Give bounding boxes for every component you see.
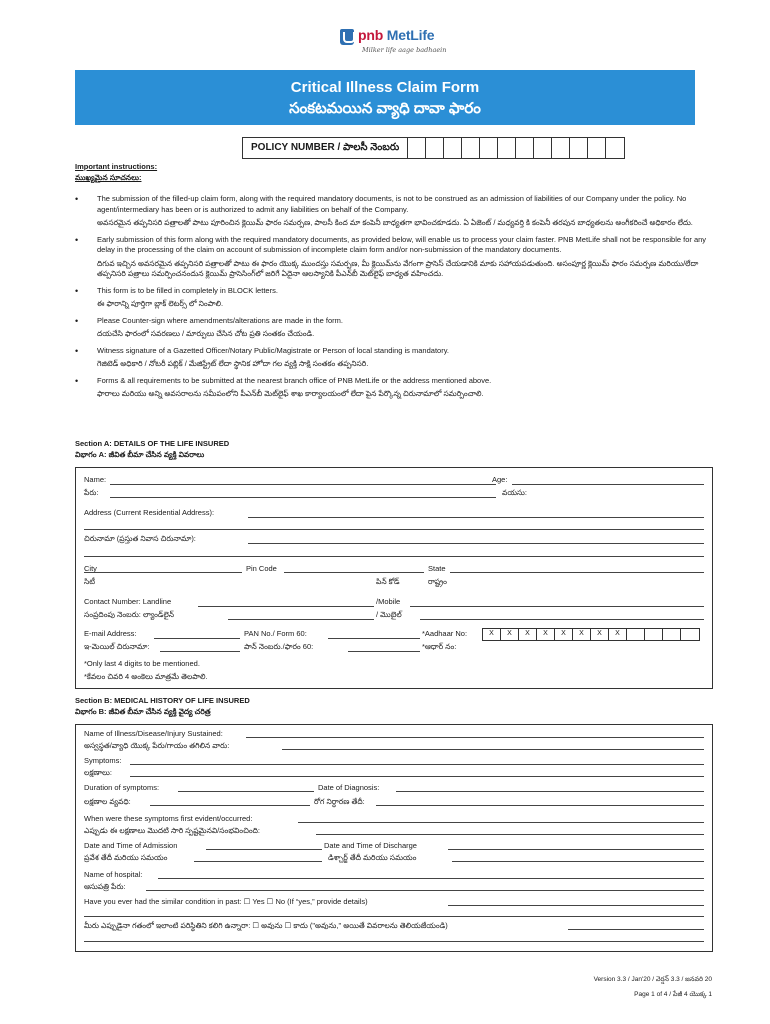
pnb-metlife-logo-icon	[340, 29, 354, 45]
illness-label-english: Name of Illness/Disease/Injury Sustained:	[84, 729, 223, 738]
aadhaar-label-telugu: *ఆధార్ నం:	[422, 642, 457, 651]
symptoms-label-english: Symptoms:	[84, 756, 122, 765]
diagnosis-label-english: Date of Diagnosis:	[318, 783, 380, 792]
illness-input[interactable]	[246, 737, 704, 738]
policy-number-boxes	[408, 138, 624, 158]
state-label-english: State	[428, 564, 446, 573]
bullet-icon: •	[75, 375, 79, 386]
logo-brand-pnb: pnb	[358, 27, 384, 43]
mobile-input[interactable]	[410, 606, 704, 607]
address-input[interactable]	[248, 517, 704, 518]
instruction-text-english: Forms & all requirements to be submitted at the nearest branch office of PNB MetLife or the address mentioned above.	[97, 375, 492, 385]
first-evident-label-telugu: ఎప్పుడు ఈ లక్షణాలు మొదటి సారి స్పష్టమైనవి/సంభవించింది:	[84, 826, 260, 835]
version-footer: Version 3.3 / Jan'20 / వెర్షన్ 3.3 / జనవరి 20	[593, 976, 712, 983]
policy-number-digit-box[interactable]	[588, 138, 606, 158]
diagnosis-date-input-telugu[interactable]	[376, 805, 704, 806]
instruction-text-english: Witness signature of a Gazetted Officer/Notary Public/Magistrate or Person of local standing is mandatory.	[97, 345, 449, 355]
aadhaar-digit-box[interactable]: X	[501, 629, 519, 640]
instruction-item	[75, 346, 710, 370]
similar-condition-details-line-3[interactable]	[568, 929, 704, 930]
city-label-english: City	[84, 564, 97, 573]
aadhaar-digit-box[interactable]	[681, 629, 699, 640]
admission-input[interactable]	[206, 849, 322, 850]
mobile-label-english: /Mobile	[376, 597, 401, 606]
policy-number-digit-box[interactable]	[462, 138, 480, 158]
address-label-english: Address (Current Residential Address):	[84, 508, 215, 517]
hospital-input[interactable]	[158, 878, 704, 879]
discharge-label-english: Date and Time of Discharge	[324, 841, 417, 850]
address-label-telugu: చిరునామా (ప్రస్తుత నివాస చిరునామా):	[84, 534, 196, 543]
policy-number-field	[242, 137, 625, 159]
policy-number-digit-box[interactable]	[534, 138, 552, 158]
pin-code-label-telugu: పిన్ కోడ్	[376, 577, 400, 586]
symptoms-input[interactable]	[130, 764, 704, 765]
section-a-heading-english: Section A: DETAILS OF THE LIFE INSURED	[75, 439, 230, 448]
instructions-list	[75, 194, 710, 406]
address-input-line-2[interactable]	[84, 529, 704, 530]
aadhaar-digit-box[interactable]: X	[591, 629, 609, 640]
illness-label-telugu: అస్వస్థత/వ్యాధి యొక్క పేరు/గాయం తగిలిన వారు:	[84, 741, 230, 750]
instruction-item	[75, 194, 710, 229]
instruction-item	[75, 376, 710, 400]
instruction-text-telugu: దయచేసి ఫారంలో సవరణలు / మార్పులు చేసిన చోట ప్రతి సంతకం చేయండి.	[97, 329, 315, 338]
pan-input-telugu[interactable]	[348, 651, 420, 652]
name-input[interactable]	[110, 484, 496, 485]
policy-number-digit-box[interactable]	[444, 138, 462, 158]
admission-input-telugu[interactable]	[194, 861, 322, 862]
instruction-text-telugu: గెజిటెడ్ అధికారి / నోటరీ పబ్లిక్ / మేజిస్ట్రేట్ లేదా స్థానిక హోదా గల వ్యక్తి సాక్షి సంతకం తప్పనిసరి.	[97, 359, 369, 368]
aadhaar-digit-box[interactable]: X	[519, 629, 537, 640]
form-title-telugu: సంకటమయిన వ్యాధి దావా ఫారం	[289, 100, 481, 117]
similar-condition-details-line-2[interactable]	[84, 916, 704, 917]
aadhaar-digit-box[interactable]	[645, 629, 663, 640]
policy-number-digit-box[interactable]	[516, 138, 534, 158]
section-b-heading	[75, 696, 250, 717]
aadhaar-digit-box[interactable]	[663, 629, 681, 640]
similar-condition-details-line-4[interactable]	[84, 941, 704, 942]
aadhaar-digit-box[interactable]: X	[573, 629, 591, 640]
instruction-text-telugu: దిగువ ఇచ్చిన అవసరమైన తప్పనిసరి పత్రాలతో పాటు ఈ ఫారం యొక్క ముందస్తు సమర్పణ, మీ క్లెయిమ్‌ను వేగంగా ప్రాసెస్ చేయడానికి మాకు సహాయపడుతుంది. అసంపూర్ణ క్లెయిమ్ ఫారం సమర్పణ మరియు/లేదా తప్పనిసరి పత్రాలు సమర్పించనందున క్లెయిమ్ ప్రాసెసింగ్‌లో జరిగే ఏదైనా ఆలస్యానికి పీఎన్‌బీ మెట్‌లైఫ్ బాధ్యత వహించదు.	[97, 258, 699, 278]
instruction-text-english: This form is to be filled in completely in BLOCK letters.	[97, 285, 278, 295]
similar-condition-question-telugu[interactable]: మీరు ఎప్పుడైనా గతంలో ఇలాంటి పరిస్థితిని కలిగి ఉన్నారా: ☐ అవును ☐ కాదు ("అవును," అయితే వివరాలను తెలియజేయండి)	[84, 921, 448, 930]
contact-label-english: Contact Number: Landline	[84, 597, 172, 606]
aadhaar-digit-box[interactable]: X	[483, 629, 501, 640]
similar-condition-details-input[interactable]	[448, 905, 704, 906]
age-label-telugu: వయసు:	[502, 488, 527, 497]
first-evident-label-english: When were these symptoms first evident/occurred:	[84, 814, 253, 823]
first-evident-input[interactable]	[298, 822, 704, 823]
policy-number-digit-box[interactable]	[606, 138, 624, 158]
similar-condition-question-english[interactable]: Have you ever had the similar condition in past: ☐ Yes ☐ No (If “yes,” provide details)	[84, 897, 368, 906]
hospital-label-telugu: ఆసుపత్రి పేరు:	[84, 882, 126, 891]
aadhaar-number-boxes[interactable]	[482, 628, 700, 641]
instruction-text-telugu: ఈ ఫారాన్ని పూర్తిగా బ్లాక్ లెటర్స్ లో నింపాలి.	[97, 299, 224, 308]
form-title-english: Critical Illness Claim Form	[290, 79, 480, 96]
hospital-input-line-2[interactable]	[146, 890, 704, 891]
instruction-item	[75, 316, 710, 340]
city-input[interactable]	[84, 572, 242, 573]
instruction-text-english: The submission of the filled-up claim form, along with the required mandatory documents, is not to be construed as an admission of liabilities of our Company under the policy. No agent/intermediary has been or is authorized to admit any liabilities on behalf of the Company.	[97, 194, 687, 214]
aadhaar-digit-box[interactable]: X	[537, 629, 555, 640]
pan-label-english: PAN No./ Form 60:	[244, 629, 307, 638]
policy-number-digit-box[interactable]	[498, 138, 516, 158]
instruction-text-english: Early submission of this form along with the required mandatory documents, as provided below, will enable us to process your claim faster. PNB MetLife shall not be responsible for any delay in the processing of the claim on account of submission of incomplete claim form and/or non-submission of the mandatory documents.	[97, 234, 707, 254]
city-label-telugu: సిటీ	[84, 577, 96, 586]
bullet-icon: •	[75, 285, 79, 296]
page-number-footer: Page 1 of 4 / పేజీ 4 యొక్క 1	[634, 991, 712, 998]
instruction-text-telugu: అవసరమైన తప్పనిసరి పత్రాలతో పాటు పూరించిన క్లెయిమ్ ఫారం సమర్పణ, పాలసీ కింద మా కంపెనీ బాధ్యతగా భావించకూడదు. ఏ ఏజెంట్ / మధ్యవర్తి కి కంపెనీ తరపున బాధ్యతలను అంగీకరించే అధికారం లేదు.	[97, 218, 693, 227]
name-label-english: Name:	[84, 475, 107, 484]
state-input[interactable]	[450, 572, 704, 573]
section-b-heading-english: Section B: MEDICAL HISTORY OF LIFE INSURED	[75, 696, 250, 705]
discharge-label-telugu: డిశ్చార్జ్ తేదీ మరియు సమయం	[328, 853, 417, 862]
age-label-english: Age:	[492, 475, 508, 484]
aadhaar-digit-box[interactable]: X	[609, 629, 627, 640]
duration-input[interactable]	[178, 791, 314, 792]
duration-input-telugu[interactable]	[150, 805, 310, 806]
name-input-line-2[interactable]	[110, 497, 496, 498]
landline-input[interactable]	[198, 606, 374, 607]
company-logo	[340, 24, 460, 64]
policy-number-digit-box[interactable]	[408, 138, 426, 158]
policy-number-digit-box[interactable]	[552, 138, 570, 158]
age-input[interactable]	[512, 484, 704, 485]
email-input-telugu[interactable]	[160, 651, 240, 652]
logo-tagline: Milker life aage badhaein	[362, 46, 447, 54]
aadhaar-label-english: *Aadhaar No:	[422, 629, 468, 638]
admission-label-english: Date and Time of Admission	[84, 841, 178, 850]
aadhaar-note-telugu: *కేవలం చివరి 4 అంకెలు మాత్రమే తెలపాలి.	[84, 672, 208, 681]
pan-label-telugu: పాన్ నెంబరు./ఫారం 60:	[244, 642, 314, 651]
bullet-icon: •	[75, 234, 79, 245]
first-evident-input-line-2[interactable]	[316, 834, 704, 835]
mobile-input-telugu[interactable]	[420, 619, 704, 620]
discharge-input-telugu[interactable]	[452, 861, 704, 862]
landline-input-telugu[interactable]	[228, 619, 374, 620]
aadhaar-digit-box[interactable]: X	[555, 629, 573, 640]
instructions-heading-telugu: ముఖ్యమైన సూచనలు:	[75, 173, 142, 182]
policy-number-digit-box[interactable]	[426, 138, 444, 158]
email-input[interactable]	[154, 638, 240, 639]
form-title-banner	[75, 70, 695, 125]
aadhaar-digit-box[interactable]	[627, 629, 645, 640]
bullet-icon: •	[75, 345, 79, 356]
instructions-heading-english: Important instructions:	[75, 162, 158, 171]
duration-label-english: Duration of symptoms:	[84, 783, 160, 792]
logo-brand-metlife: MetLife	[386, 27, 435, 43]
illness-input-line-2[interactable]	[282, 749, 704, 750]
duration-label-telugu: లక్షణాల వ్యవధి:	[84, 797, 131, 806]
pan-input[interactable]	[328, 638, 420, 639]
state-label-telugu: రాష్ట్రం	[428, 577, 447, 586]
aadhaar-note-english: *Only last 4 digits to be mentioned.	[84, 659, 200, 668]
diagnosis-date-input[interactable]	[396, 791, 704, 792]
email-label-telugu: ఇ-మెయిల్ చిరునామా:	[84, 642, 150, 651]
section-a-heading	[75, 439, 229, 460]
policy-number-label: POLICY NUMBER / పాలసీ నెంబరు	[243, 138, 408, 158]
name-label-telugu: పేరు:	[84, 488, 99, 497]
section-a-box	[75, 467, 713, 689]
symptoms-label-telugu: లక్షణాలు:	[84, 768, 112, 777]
address-input-line-3[interactable]	[248, 543, 704, 544]
instruction-item	[75, 235, 710, 280]
diagnosis-label-telugu: రోగ నిర్ధారణ తేదీ:	[314, 797, 365, 806]
mobile-label-telugu: / మొబైల్	[376, 610, 402, 619]
bullet-icon: •	[75, 315, 79, 326]
policy-number-digit-box[interactable]	[570, 138, 588, 158]
important-instructions-heading	[75, 161, 157, 183]
section-b-heading-telugu: విభాగం B: జీవిత బీమా చేసిన వ్యక్తి వైద్య చరిత్ర	[75, 706, 211, 716]
bullet-icon: •	[75, 194, 79, 204]
hospital-label-english: Name of hospital:	[84, 870, 143, 879]
section-a-heading-telugu: విభాగం A: జీవిత బీమా చేసిన వ్యక్తి వివరాలు	[75, 449, 205, 459]
logo-brand-text	[358, 27, 434, 43]
admission-label-telugu: ప్రవేశ తేదీ మరియు సమయం	[84, 853, 168, 862]
address-input-line-4[interactable]	[84, 556, 704, 557]
instruction-text-english: Please Counter-sign where amendments/alterations are made in the form.	[97, 315, 343, 325]
pin-code-label-english: Pin Code	[246, 564, 277, 573]
symptoms-input-line-2[interactable]	[130, 776, 704, 777]
contact-label-telugu: సంప్రదింపు నెంబరు: ల్యాండ్‌లైన్	[84, 610, 175, 619]
policy-number-digit-box[interactable]	[480, 138, 498, 158]
section-b-box	[75, 724, 713, 952]
discharge-input[interactable]	[448, 849, 704, 850]
pin-code-input[interactable]	[284, 572, 424, 573]
email-label-english: E-mail Address:	[84, 629, 137, 638]
instruction-item	[75, 286, 710, 310]
instruction-text-telugu: ఫారాలు మరియు అన్ని అవసరాలను సమీపంలోని పీఎన్‌బీ మెట్‌లైఫ్ శాఖ కార్యాలయంలో లేదా పైన పేర్కొన్న చిరునామాలో సమర్పించాలి.	[97, 389, 484, 398]
